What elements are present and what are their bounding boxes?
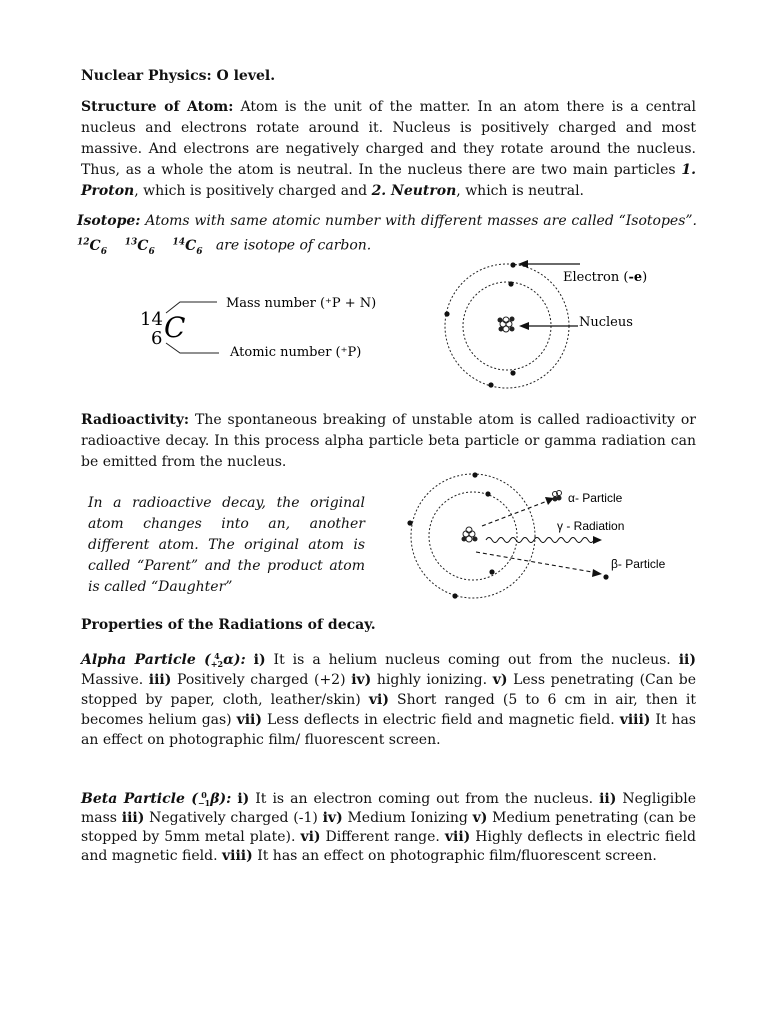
electron-dot [510, 370, 515, 375]
neutron-term: 2. Neutron [371, 183, 457, 199]
alpha-heading: Alpha Particle ( 4 +2α): [81, 651, 246, 669]
radioactivity-paragraph [81, 410, 696, 473]
electron-dot [444, 311, 449, 316]
beta-item-text: Negligible mass [81, 791, 696, 826]
electron-dot [510, 262, 515, 267]
beta-item-text: It has an effect on photographic film/fluorescent screen. [252, 848, 657, 864]
alpha-item-number: i) [253, 652, 266, 668]
radioactivity-text: The spontaneous breaking of unstable atom is called radioactivity or radioactive decay. In this process alpha particle beta particle or gamma radiation can be emitted from the nucleus. [81, 412, 696, 470]
page-title: Nuclear Physics: O level. [81, 68, 276, 84]
beta-heading: Beta Particle ( 0 −1β): [81, 790, 232, 808]
alpha-item-number: viii) [619, 712, 651, 728]
beta-item-number: vi) [300, 829, 321, 845]
radioactivity-heading: Radioactivity: [81, 412, 190, 428]
beta-item-text: Negatively charged (-1) [144, 810, 323, 826]
beta-item-number: i) [237, 791, 250, 807]
beta-item-text: It is an electron coming out from the nucleus. [249, 791, 600, 807]
alpha-item-number: ii) [678, 652, 696, 668]
carbon-notation-diagram [130, 285, 410, 375]
beta-item-number: iv) [322, 810, 343, 826]
electron-dot [485, 491, 490, 496]
electron-label: Electron (-e) [563, 270, 648, 285]
alpha-item-number: vi) [368, 692, 389, 708]
nucleus-icon [498, 317, 515, 333]
beta-item-number: vii) [444, 829, 471, 845]
beta-item-number: viii) [222, 848, 253, 864]
decay-outer-orbit [411, 474, 535, 598]
atomic-leader-line [166, 343, 219, 353]
beta-item-text: Medium penetrating (can be stopped by 5mm metal plate). [81, 810, 696, 845]
decay-nucleus-icon [462, 527, 478, 542]
decay-diagram [400, 468, 690, 603]
properties-heading: Properties of the Radiations of decay. [81, 617, 376, 633]
beta-path [476, 552, 598, 573]
electron-dot [452, 593, 457, 598]
nucleus-arrowhead [519, 322, 529, 330]
carbon-atomic-number: 6 [151, 328, 163, 349]
mass-number-label: Mass number (⁺P + N) [226, 296, 377, 311]
isotope-heading: Isotope: [77, 213, 141, 229]
structure-heading: Structure of Atom: [81, 99, 234, 115]
structure-text-1: Atom is the unit of the matter. In an atom there is a central nucleus and electrons rotate around it. Nucleus is positively charged and most massive. And electrons are negatively charged and they rotate around the nucleus. Thus, as a whole the atom is neutral. In the nucleus there are two main particles [81, 99, 696, 178]
alpha-item-text: highly ionizing. [371, 672, 493, 688]
alpha-item-number: iv) [351, 672, 372, 688]
alpha-item-text: It is a helium nucleus coming out from the nucleus. [265, 652, 679, 668]
structure-text-3: , which is neutral. [456, 183, 585, 199]
gamma-wave [486, 538, 594, 543]
electron-dot [508, 281, 513, 286]
atom-diagram [440, 255, 660, 400]
atomic-number-label: Atomic number (⁺P) [230, 345, 362, 360]
beta-item-number: iii) [121, 810, 145, 826]
beta-item-text: Different range. [320, 829, 445, 845]
decay-inner-orbit [429, 492, 517, 580]
structure-text-2: , which is positively charged and [134, 183, 372, 199]
alpha-item-text: Short ranged (5 to 6 cm in air, then it becomes helium gas) [81, 692, 696, 728]
beta-item-text: Highly deflects in electric field and magnetic field. [81, 829, 696, 864]
alpha-path [482, 500, 550, 526]
electron-dot [488, 382, 493, 387]
isotope-c13: $^{13}C_6$ [124, 237, 155, 257]
alpha-item-text: Less deflects in electric field and magnetic field. [262, 712, 620, 728]
electron-dot [489, 569, 494, 574]
alpha-paragraph [81, 650, 696, 750]
gamma-arrowhead [593, 536, 602, 544]
beta-arrowhead [592, 569, 602, 577]
proton-term: 1. Proton [81, 162, 696, 199]
nucleus-label: Nucleus [579, 315, 633, 330]
gamma-label: γ - Radiation [557, 519, 625, 533]
isotope-tail: are isotope of carbon. [215, 237, 372, 254]
isotope-text: Atoms with same atomic number with different masses are called “Isotopes”. [140, 213, 697, 229]
alpha-item-text: It has an effect on photographic film/ fluorescent screen. [81, 712, 696, 748]
alpha-item-text: Less penetrating (Can be stopped by paper, cloth, leather/skin) [81, 672, 696, 708]
alpha-item-text: Massive. [81, 672, 149, 688]
beta-paragraph [81, 790, 696, 866]
electron-arrowhead [518, 260, 528, 268]
beta-item-text: Medium Ionizing [342, 810, 473, 826]
beta-item-number: v) [472, 810, 488, 826]
decay-note: In a radioactive decay, the original atom changes into an, another different atom. The original atom is called “Parent” and the product atom is called “Daughter” [88, 495, 365, 595]
isotope-c14: $^{14}C_6$ [172, 237, 203, 257]
beta-particle-dot [603, 574, 608, 579]
alpha-item-number: iii) [148, 672, 172, 688]
structure-paragraph [81, 97, 696, 202]
isotope-c12: $^{12}C_6$ [77, 237, 107, 257]
beta-label: β- Particle [611, 557, 666, 571]
carbon-mass-number: 14 [140, 309, 163, 330]
alpha-label: α- Particle [568, 491, 623, 505]
alpha-item-number: v) [492, 672, 508, 688]
beta-item-number: ii) [599, 791, 617, 807]
electron-dot [407, 520, 412, 525]
alpha-item-number: vii) [236, 712, 262, 728]
electron-dot [472, 472, 477, 477]
carbon-symbol: C [164, 311, 186, 344]
alpha-particle-icon [553, 491, 562, 502]
alpha-item-text: Positively charged (+2) [171, 672, 352, 688]
